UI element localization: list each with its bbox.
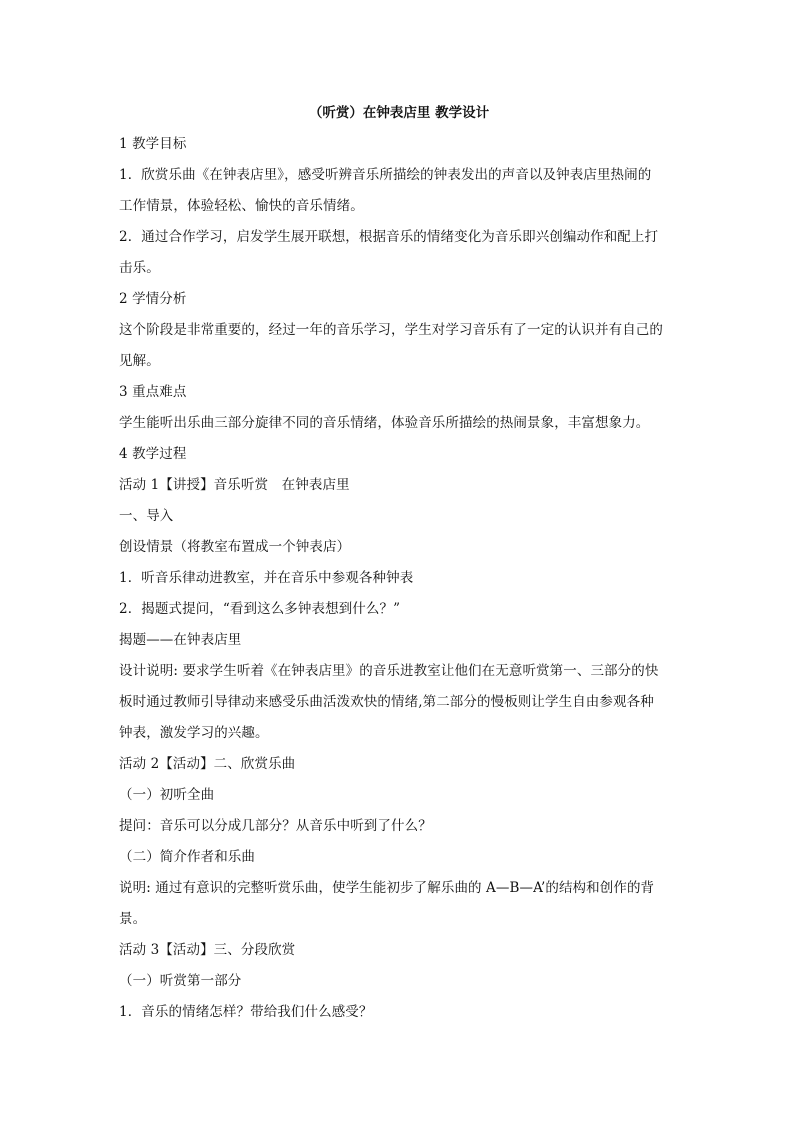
paragraph-line: 提问：音乐可以分成几部分？从音乐中听到了什么？	[119, 818, 432, 834]
paragraph-line: 1．听音乐律动进教室，并在音乐中参观各种钟表	[119, 570, 414, 586]
paragraph-line: 学生能听出乐曲三部分旋律不同的音乐情绪，体验音乐所描绘的热闹景象，丰富想象力。	[119, 415, 650, 431]
paragraph-line: （一）听赏第一部分	[119, 973, 242, 989]
section-heading-student-analysis: 2 学情分析	[119, 291, 187, 307]
document-title: （听赏）在钟表店里 教学设计	[308, 105, 490, 121]
paragraph-line: 2．揭题式提问，“看到这么多钟表想到什么？”	[119, 601, 401, 617]
paragraph-line: （一）初听全曲	[119, 787, 215, 803]
section-heading-process: 4 教学过程	[119, 446, 187, 462]
paragraph-line: 工作情景，体验轻松、愉快的音乐情绪。	[119, 198, 364, 214]
paragraph-line: 板时通过教师引导律动来感受乐曲活泼欢快的情绪,第二部分的慢板则让学生自由参观各种	[119, 694, 654, 710]
paragraph-line: 景。	[119, 911, 147, 927]
paragraph-line: 钟表，激发学习的兴趣。	[119, 725, 269, 741]
paragraph-line: 见解。	[119, 353, 160, 369]
activity-heading: 活动 2【活动】二、欣赏乐曲	[119, 756, 296, 772]
paragraph-line: 击乐。	[119, 260, 160, 276]
section-heading-objectives: 1 教学目标	[119, 136, 187, 152]
paragraph-line: 2．通过合作学习，启发学生展开联想，根据音乐的情绪变化为音乐即兴创编动作和配上打	[119, 229, 659, 245]
section-heading-key-points: 3 重点难点	[119, 384, 187, 400]
paragraph-line: 1．欣赏乐曲《在钟表店里》，感受听辨音乐所描绘的钟表发出的声音以及钟表店里热闹的	[119, 167, 652, 183]
paragraph-line: 创设情景（将教室布置成一个钟表店）	[119, 539, 351, 555]
document-page	[119, 101, 679, 1028]
paragraph-line: （二）简介作者和乐曲	[119, 849, 255, 865]
activity-heading: 活动 1【讲授】音乐听赏 在钟表店里	[119, 477, 350, 493]
paragraph-line: 1．音乐的情绪怎样？带给我们什么感受？	[119, 1004, 373, 1020]
paragraph-line: 一、导入	[119, 508, 174, 524]
paragraph-line: 说明: 通过有意识的完整听赏乐曲，使学生能初步了解乐曲的 A—B—A’的结构和创作的背	[119, 880, 655, 896]
paragraph-line: 揭题——在钟表店里	[119, 632, 242, 648]
paragraph-line: 这个阶段是非常重要的，经过一年的音乐学习，学生对学习音乐有了一定的认识并有自己的	[119, 322, 663, 338]
paragraph-line: 设计说明: 要求学生听着《在钟表店里》的音乐进教室让他们在无意听赏第一、三部分的快	[119, 663, 659, 679]
activity-heading: 活动 3【活动】三、分段欣赏	[119, 942, 296, 958]
